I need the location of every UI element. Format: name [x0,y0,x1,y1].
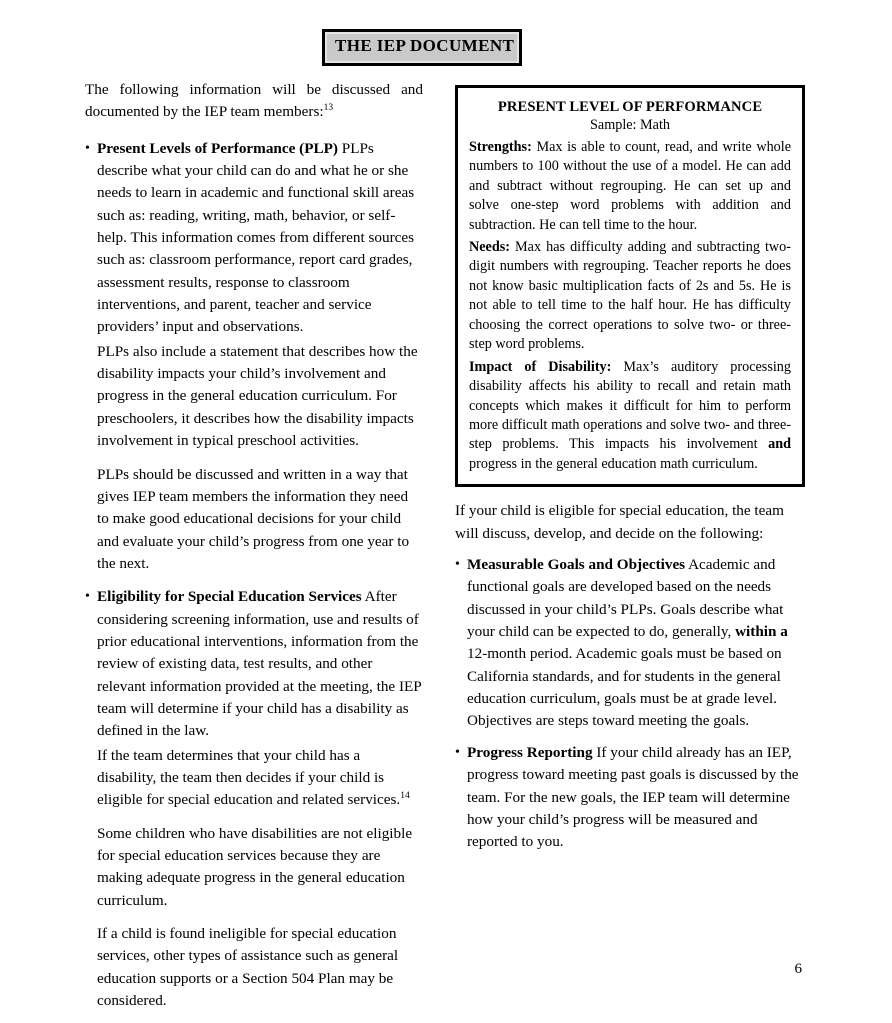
measurable-goals-heading: Measurable Goals and Objectives [467,556,686,574]
measurable-goals-bold-phrase: within a [735,623,788,641]
measurable-goals-paragraph [467,554,805,733]
eligible-intro-paragraph: If your child is eligible for special education, the team will discuss, develop, and decide on the following: [455,502,784,542]
bullet-progress-reporting [455,742,805,854]
progress-reporting-heading: Progress Reporting [467,743,593,761]
footnote-marker-13: 13 [323,103,334,114]
plp-heading-line [97,138,423,339]
sample-entry-strengths [469,138,791,235]
needs-label: Needs: [469,238,510,255]
section-present-levels-of-performance [85,138,423,339]
right-column-body [455,500,805,853]
strengths-text: Max is able to count, read, and write whole numbers to 100 without the use of a model. He can add and subtract without regrouping. He can set up and solve one-step word problems with addition and subtraction. He can tell time to the hour. [469,138,791,233]
eligibility-paragraph-1: Some children who have disabilities are not eligible for special education services because they are making adequate progress in the general education curriculum. [97,824,413,909]
measurable-goals-text: Academic and functional goals are developed based on the needs discussed in your child’s PLPs. Goals describe what your child can be expected to do, generally, [467,556,784,641]
eligibility-body [85,745,423,1013]
progress-reporting-text: If your child already has an IEP, progress toward meeting past goals is discussed by the team. For the new goals, the IEP team will determine how your child’s progress will be measured and reported to you. [467,743,799,851]
needs-text: Max has difficulty adding and subtracting two-digit numbers with regrouping. Teacher reports he does not know basic multiplication facts of 2s and 5s. He is not able to tell time to the half hour. He has difficulty choosing the correct operations to solve two- or three-step word problems. [469,238,791,353]
eligibility-footnoted-text: If the team determines that your child has a disability, the team then decides if your child is eligible for special education and related services. [97,746,401,809]
eligibility-intro-text: After considering screening information, use and results of prior educational interventions, information from the review of existing data, test results, and other relevant information provided at the meeting, the IEP team will determine if your child has a disability as defined in the law. [97,588,422,740]
plp-intro-text: PLPs describe what your child can do and what he or she needs to learn in academic and functional skill areas such as: reading, writing, math, behavior, or self-help. This information comes from different sources such as: classroom performance, report card grades, assessment results, response to classroom interventions, and parent, teacher and service providers’ input and observations. [97,139,415,336]
impact-label: Impact of Disability: [469,358,612,375]
right-column [455,85,805,863]
plp-paragraph-1: PLPs also include a statement that describes how the disability impacts your child’s involvement and progress in the general education curriculum. For preschoolers, it describes how the disability impacts involvement in typical preschool activities. [97,342,418,450]
impact-text: Max’s auditory processing disability affects his ability to recall and retain math concepts which makes it difficult for him to perform more difficult math operations and solve two- and three-step problems. This impacts his involvement [469,358,791,453]
progress-reporting-paragraph [467,742,805,854]
sample-entry-needs [469,238,791,355]
plp-paragraph-2: PLPs should be discussed and written in a way that gives IEP team members the information they need to make good educational decisions for your child and evaluate your child’s progress from one year to the next. [97,465,410,572]
left-column [85,79,423,1023]
eligibility-paragraph-footnoted [97,745,423,812]
page-number: 6 [794,961,802,977]
impact-text-after: progress in the general education math curriculum. [469,455,758,472]
lead-paragraph [85,79,423,124]
eligibility-paragraph-2: If a child is found ineligible for special education services, other types of assistance such as general education supports or a Section 504 Plan may be considered. [97,925,399,1010]
measurable-goals-text-after: 12-month period. Academic goals must be based on California standards, and for students in the general education curriculum, goals must be at grade level. Objectives are steps toward meeting the goals. [467,645,782,730]
footnote-marker-14: 14 [400,791,410,802]
right-column-bullet-list [455,554,805,853]
lead-paragraph-text: The following information will be discussed and documented by the IEP team members: [85,81,423,121]
sample-box-subtitle: Sample: Math [590,117,670,134]
bullet-measurable-goals-and-objectives [455,554,805,733]
eligibility-heading: Eligibility for Special Education Services [97,588,362,606]
sample-box-title: PRESENT LEVEL OF PERFORMANCE [497,99,763,115]
plp-body [85,341,423,575]
strengths-label: Strengths: [469,138,532,155]
section-eligibility-for-special-education-services [85,586,423,742]
impact-bold-tail: and [768,436,791,453]
plp-heading: Present Levels of Performance (PLP) [97,139,338,157]
page-title: THE IEP DOCUMENT [335,36,515,55]
present-level-of-performance-sample-box [455,85,805,487]
document-title-banner [322,29,522,66]
title-banner-box [322,29,522,66]
sample-entry-impact-of-disability [469,358,791,475]
eligibility-heading-line [97,586,423,742]
